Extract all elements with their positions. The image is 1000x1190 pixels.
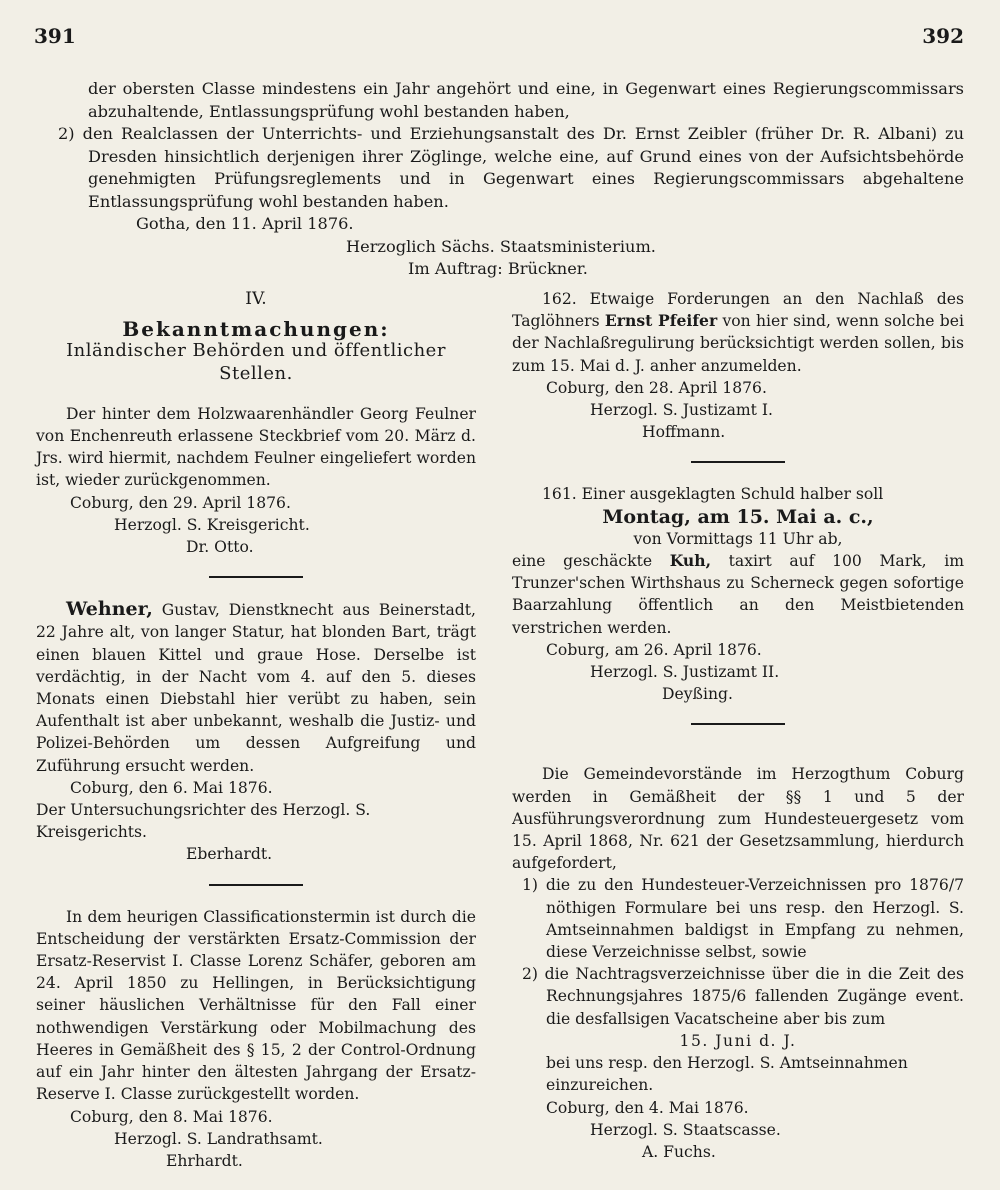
notice-wehner-signature-1: Der Untersuchungsrichter des Herzogl. S. Kreisgerichts.	[36, 801, 371, 842]
notice-wehner-date: Coburg, den 6. Mai 1876.	[70, 778, 273, 797]
notice-161-kuh: Kuh,	[669, 551, 712, 571]
notice-schaefer-signature-2: Ehrhardt.	[166, 1151, 243, 1170]
notice-hundesteuer-date: Coburg, den 4. Mai 1876.	[546, 1098, 749, 1117]
notice-161-text	[512, 550, 964, 639]
notice-162-signature-2: Hoffmann.	[642, 423, 726, 442]
notice-hundesteuer-item-2: 2) die Nachtragsverzeichnisse über die in die Zeit des Rechnungsjahres 1875/6 fallenden Zugänge event. die desfallsigen Vacatscheine aber bis zum	[522, 965, 964, 1028]
notice-162-intro: 162. Etwaige Forderungen an den Nachlaß des Taglöhners	[512, 290, 964, 331]
notice-feulner-text: Der hinter dem Holzwaarenhändler Georg Feulner von Enchenreuth erlassene Steckbrief vom 20. März d. Jrs. wird hiermit, nachdem Feulner eingeliefert worden ist, wieder zurückgenommen.	[36, 404, 476, 490]
top-paragraph: der obersten Classe mindestens ein Jahr angehört und eine, in Gegenwart eines Regierungscommissars abzuhaltende, Entlassungsprüfung wohl bestanden haben,	[88, 79, 964, 121]
separator-rule	[209, 576, 303, 578]
separator-rule	[209, 884, 303, 886]
notice-hundesteuer-signature-1: Herzogl. S. Staatscasse.	[590, 1120, 781, 1139]
notice-wehner-body: Gustav, Dienstknecht aus Beinerstadt, 22 Jahre alt, von langer Statur, hat blonden Bart, trägt einen blauen Kittel und graue Hose. Derselbe ist verdächtig, in der Nacht vom 4. auf den 5. dieses Monats einen Diebstahl hier verübt zu haben, sein Aufenthalt ist aber unbekannt, weshalb die Justiz- und Polizei-Behörden um dessen Aufgreifung und Zuführung ersucht werden.	[36, 601, 476, 775]
notice-162-body: von hier sind, wenn solche bei der Nachlaßregulirung berücksichtigt werden sollen, bis zum 15. Mai d. J. anher anzumelden.	[512, 312, 964, 375]
left-column	[36, 288, 476, 1172]
notice-162-signature-1: Herzogl. S. Justizamt I.	[590, 401, 773, 420]
top-signature-2: Im Auftrag: Brückner.	[408, 259, 588, 278]
notice-hundesteuer-deadline: 15. Juni d. J.	[679, 1031, 797, 1050]
section-subtitle: Inländischer Behörden und öffentlicher Stellen.	[66, 340, 446, 384]
notice-161-text-before: eine geschäckte	[512, 552, 670, 571]
page-number-right: 392	[922, 24, 964, 48]
notice-161-date-headline: Montag, am 15. Mai a. c.,	[602, 505, 874, 528]
notice-wehner-signature-2: Eberhardt.	[186, 845, 273, 864]
notice-161-signature-2: Deyßing.	[662, 685, 733, 704]
top-item-2: 2) den Realclassen der Unterrichts- und Erziehungsanstalt des Dr. Ernst Zeibler (früher Dr. R. Albani) zu Dresden hinsichtlich derjenigen ihrer Zöglinge, welche eine, auf Grund eines von der Aufsichtsbehörde genehmigten Prüfungsreglements und in Gegenwart eines Regierungscommissars abgehaltene Entlassungsprüfung wohl bestanden haben.	[58, 124, 964, 211]
notice-161-signature-1: Herzogl. S. Justizamt II.	[590, 663, 780, 682]
section-title: Bekanntmachungen:	[122, 317, 390, 342]
notice-schaefer-text: In dem heurigen Classificationstermin ist durch die Entscheidung der verstärkten Ersatz-Commission der Ersatz-Reservist I. Classe Lorenz Schäfer, geboren am 24. April 1850 zu Hellingen, in Berücksichtigung seiner häuslichen Verhältnisse für den Fall einer nothwendigen Verstärkung oder Mobilmachung des Heeres in Gemäßheit des § 15, 2 der Control-Ordnung auf ein Jahr hinter den ältesten Jahrgang der Ersatz-Reserve I. Classe zurückgestellt worden.	[36, 907, 476, 1104]
notice-wehner-text	[36, 598, 476, 777]
right-column	[512, 288, 964, 1163]
top-signature-1: Herzoglich Sächs. Staatsministerium.	[346, 236, 656, 256]
notice-wehner-name: Wehner,	[66, 598, 153, 621]
notice-feulner-date: Coburg, den 29. April 1876.	[70, 493, 291, 512]
top-continuation	[40, 78, 964, 281]
notice-feulner-signature-2: Dr. Otto.	[186, 538, 254, 557]
page-number-left: 391	[34, 24, 76, 48]
notice-161-intro: 161. Einer ausgeklagten Schuld halber soll	[542, 485, 884, 504]
notice-161-time: von Vormittags 11 Uhr ab,	[633, 529, 843, 548]
notice-162-name: Ernst Pfeifer	[604, 311, 718, 331]
notice-schaefer-signature-1: Herzogl. S. Landrathsamt.	[114, 1129, 323, 1148]
notice-hundesteuer-text: Die Gemeindevorstände im Herzogthum Coburg werden in Gemäßheit der §§ 1 und 5 der Ausführungsverordnung zum Hundesteuergesetz vom 15. April 1868, Nr. 621 der Gesetzsammlung, hierdurch aufgefordert,	[512, 765, 964, 873]
notice-hundesteuer-signature-2: A. Fuchs.	[642, 1142, 716, 1161]
notice-161-date: Coburg, am 26. April 1876.	[546, 640, 762, 659]
separator-rule	[691, 461, 785, 463]
notice-161-text-after: taxirt auf 100 Mark, im Trunzer'schen Wirthshaus zu Scherneck gegen sofortige Baarzahlung öffentlich an den Meistbietenden verstrichen werden.	[512, 552, 964, 637]
notice-schaefer-date: Coburg, den 8. Mai 1876.	[70, 1107, 273, 1126]
top-date: Gotha, den 11. April 1876.	[136, 214, 354, 233]
separator-rule	[691, 723, 785, 725]
notice-162-text	[512, 288, 964, 377]
notice-feulner-signature-1: Herzogl. S. Kreisgericht.	[114, 515, 310, 534]
section-number: IV.	[245, 289, 267, 309]
notice-hundesteuer-item-1: 1) die zu den Hundesteuer-Verzeichnissen pro 1876/7 nöthigen Formulare bei uns resp. den Herzogl. S. Amtseinnahmen baldigst in Empfang zu nehmen, diese Verzeichnisse selbst, sowie	[522, 876, 964, 962]
notice-162-date: Coburg, den 28. April 1876.	[546, 378, 767, 397]
notice-hundesteuer-tail: bei uns resp. den Herzogl. S. Amtseinnahmen einzureichen.	[546, 1054, 908, 1095]
